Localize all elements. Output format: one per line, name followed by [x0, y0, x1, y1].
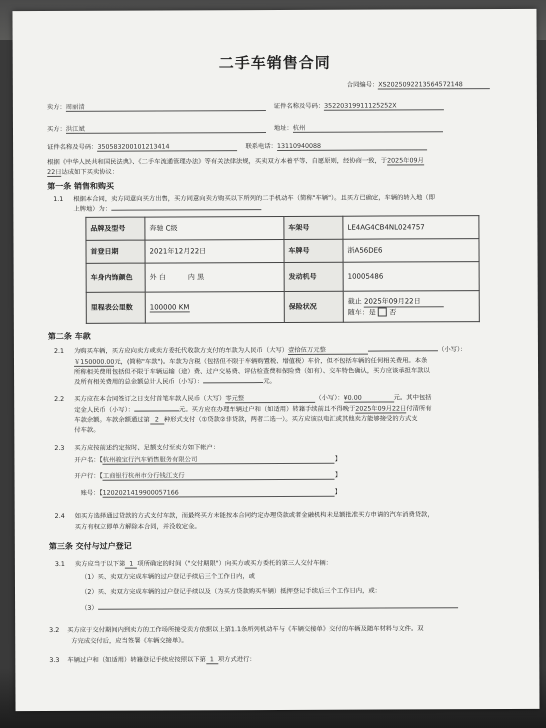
clause-text: 元，(简称"车款")。车款为含税（包括但不限于车辆购置税、增值税）车价，但不包括车辆的任何相关费用。本条 — [114, 357, 428, 366]
clause-text: 种形式支付（①贷款②非贷款，两者二选一）。买方应该以电汇或其他卖方能够接受的方式支 — [163, 415, 418, 424]
account-name-label: 开户名：【 — [74, 456, 103, 464]
seller-label: 卖方： — [46, 103, 66, 111]
clause-2-1-l1 — [54, 344, 467, 356]
yes-checkbox[interactable] — [378, 308, 387, 317]
clause-3-1-option-2: （2）买、卖双方完成车辆的过户登记手续以及（为买方贷款购买车辆）抵押登记手续后三个工作日内，或： — [80, 587, 381, 596]
seller-id-label: 证件名称及号码： — [273, 102, 325, 111]
first-payment-number: ¥0.00 — [344, 394, 394, 402]
clause-3-1 — [55, 558, 332, 569]
reg-date-value: 2021年12月22日 — [145, 239, 284, 263]
clause-text: 买方应在本合同签订之日支付首笔车款人民币（大写） — [74, 395, 226, 403]
transfer-option: 1 — [206, 656, 218, 664]
clause-text: （3） — [81, 604, 98, 612]
bank-value: 工商银行杭州市分行钱江支行 — [103, 470, 335, 481]
clause-text: 元。 — [263, 378, 276, 386]
account-no-row — [81, 487, 341, 498]
table-row — [86, 291, 479, 324]
buyer-id-label: 证件名称及号码： — [47, 143, 98, 151]
clause-number: 2.3 — [54, 444, 65, 452]
vin-value: LE4AG4CB4NL024757 — [343, 216, 479, 240]
bracket: 】 — [334, 455, 342, 463]
preamble-line2 — [47, 167, 118, 177]
account-no-label: 账号：【 — [80, 489, 103, 497]
clause-text: 车款余额。车款余额通过第 — [74, 416, 150, 424]
buyer-addr-value: 杭州 — [293, 122, 443, 133]
no-option: 否 — [389, 307, 397, 317]
bank-label: 开户行：【 — [74, 472, 103, 480]
clause-text: 定金人民币（小写）： — [74, 406, 135, 414]
mileage-label: 里程表公里数 — [86, 292, 145, 323]
insurance-label: 保险状况 — [284, 291, 343, 322]
buyer-row — [47, 122, 443, 134]
clause-number: 3.1 — [54, 560, 65, 568]
clause-number: 3.2 — [49, 626, 60, 634]
clause-text: （小写）： — [438, 346, 467, 354]
reg-date-label: 首登日期 — [86, 240, 145, 263]
article-2-heading: 第二条 车款 — [47, 331, 91, 341]
account-no-value: 1202021419900057166 — [103, 489, 335, 498]
clause-text: 上牌地）为： — [73, 205, 112, 213]
balance-due-date: 2025年09月22日 — [355, 405, 407, 413]
clause-number: 1.1 — [53, 195, 64, 203]
account-name-value: 杭州骏宝行汽车销售服务有限公司 — [103, 454, 335, 465]
clause-text: 买方应于交付期间内到卖方的工作场所接受卖方依据以上第1.1条所列机动车与《车辆交接单》交付的车辆及随车材料与文件。双 — [67, 625, 424, 634]
delivery-option: 1 — [125, 561, 137, 569]
clause-text: 根据本合同，卖方同意向买方出售，买方同意向卖方购买以下所列的二手机动车（简称"车辆"）。且买方已确定，车辆的转入地（即 — [73, 194, 435, 203]
seller-id-value: 352203199111​25252X — [324, 102, 444, 111]
clause-text: 项所确定的时间（"交付期限"）向买方或买方委托的第三人交付车辆： — [137, 559, 333, 568]
clause-2-3 — [54, 442, 219, 452]
buyer-name: 洪江斌 — [66, 123, 266, 134]
contract-no-value: XS20250922135645721​48 — [378, 81, 490, 89]
clause-2-4-l1 — [55, 509, 434, 520]
contract-no-label: 合同编号： — [346, 81, 379, 89]
yes-option: 是 — [368, 308, 376, 317]
bracket: 】 — [334, 471, 342, 479]
buyer-id-row — [47, 140, 427, 152]
preamble-text: 根据《中华人民共和国民法典》、《二手车流通管理办法》等有关法律法规，买卖双方本着平等、自愿原则，经协商一致，于 — [47, 157, 388, 166]
clause-2-1-l4 — [74, 376, 276, 386]
contract-no — [347, 79, 491, 90]
clause-text: 付清所有 — [406, 405, 432, 413]
clause-number: 2.2 — [54, 395, 65, 403]
preamble-day: 22日 — [47, 168, 62, 176]
mileage-value — [145, 291, 284, 323]
clause-text: 项方式进行： — [217, 656, 256, 664]
seller-name: 周丽清 — [66, 101, 266, 112]
table-row — [86, 262, 479, 293]
clause-1-1-cont — [73, 203, 261, 213]
brand-value: 奔驰 C级 — [145, 216, 284, 240]
mileage-text: 100000 KM — [149, 302, 190, 312]
clause-3-3 — [49, 654, 255, 665]
color-label: 车身内饰颜色 — [86, 263, 145, 292]
engine-label: 发动机号 — [284, 262, 343, 291]
clause-3-2-l2: 方完成交付后，应当签署《车辆交接单》。 — [71, 637, 188, 645]
clause-number: 2.1 — [53, 347, 64, 355]
table-row — [86, 216, 479, 241]
clause-3-1-option-3 — [81, 601, 458, 612]
contract-page — [12, 9, 539, 711]
clause-2-1-l3: 所称相关费用包括但不限于车辆运输（途）费、过户交易费、评估检查费和保险费（如有）、交车特色确认，买方应该承担车款以 — [74, 367, 430, 376]
clause-text: （小写）： — [315, 394, 344, 402]
price-chinese: 壹拾伍万元整 — [288, 345, 368, 355]
seller-row — [47, 100, 444, 112]
article-3-heading: 第三条 交付与过户登记 — [48, 541, 132, 551]
clause-number: 3.3 — [49, 656, 60, 664]
color-interior: 内 黑 — [187, 273, 205, 282]
brand-label: 品牌及型号 — [86, 217, 145, 240]
clause-2-2-l4: 付车款。 — [74, 426, 100, 434]
article-1-heading: 第一条 销售和购买 — [47, 181, 115, 191]
buyer-label: 买方： — [46, 125, 66, 133]
clause-text: 买方应按前述约定按时、足额支付至卖方如下帐户： — [74, 444, 220, 452]
blank — [134, 410, 179, 411]
insurance-value — [343, 291, 479, 323]
preamble-end: 达成如下买卖协议： — [61, 168, 119, 176]
contract-title: 二手车销售合同 — [218, 53, 331, 73]
buyer-tel-value: 13110940088 — [277, 142, 427, 151]
table-row — [86, 239, 479, 264]
plate-no-label: 车牌号 — [284, 239, 343, 262]
clause-1-1 — [53, 192, 435, 203]
color-exterior: 外 白 — [149, 273, 166, 282]
clause-2-4-l2: 买方有权立即单方解除本合同，并没收定金。 — [74, 523, 201, 531]
price-number: ￥150000.00 — [73, 358, 115, 366]
clause-text: 卖方应当于以下第 — [74, 560, 126, 568]
blank — [203, 382, 263, 383]
blank — [368, 350, 438, 351]
preamble-date: 2025年09月 — [387, 157, 424, 165]
clause-text: 及所有相关费用的总金额总计人民币（小写）： — [74, 378, 204, 386]
vehicle-table — [85, 215, 479, 324]
clause-text: 元。其中包括 — [393, 394, 432, 402]
destination-blank — [111, 209, 261, 211]
clause-text: 车辆过户和（如适用）转籍登记手续应按照以下第 — [67, 656, 206, 664]
buyer-tel-label: 联系电话： — [245, 142, 277, 151]
first-payment-chinese: 零元整 — [225, 393, 315, 403]
payment-option: 2 — [150, 416, 164, 424]
color-value — [145, 262, 284, 292]
clause-text: 为购买车辆，买方应向卖方或卖方委托代收款方支付的车款为人民币（大写） — [73, 346, 289, 355]
clause-3-1-option-1: （1）买、卖双方完成车辆的过户登记手续后三个工作日内，或 — [80, 573, 255, 581]
buyer-addr-label: 地址： — [273, 124, 293, 133]
engine-value: 10005486 — [343, 262, 479, 292]
plate-no-value: 浙A56DE6 — [343, 239, 479, 263]
clause-2-2-l1 — [54, 392, 431, 404]
buyer-id-value: 350583200101213414 — [97, 143, 237, 152]
bracket: 】 — [334, 488, 341, 496]
clause-text: 元。买方应在办理车辆过户和（如适用）转籍手续前且不得晚于 — [179, 405, 356, 414]
vin-label: 车架号 — [284, 216, 343, 239]
preamble-line1 — [47, 155, 424, 167]
insurance-follow: 随车： — [347, 308, 369, 317]
clause-text: 如买方选择通过贷款的方式支付车款，而最终买方未能按本合同约定办理贷款或者金融机构未足额批准买方申请的汽车消费贷款， — [74, 511, 434, 520]
blank — [98, 607, 458, 610]
insurance-until: 截止 — [347, 297, 362, 306]
clause-3-2-l1 — [49, 623, 423, 634]
clause-2-2-l3 — [74, 413, 417, 424]
clause-number: 2.4 — [54, 512, 65, 520]
account-name-row — [74, 454, 341, 465]
insurance-date: 2025年09月22日 — [364, 296, 444, 307]
bank-row — [74, 470, 341, 481]
